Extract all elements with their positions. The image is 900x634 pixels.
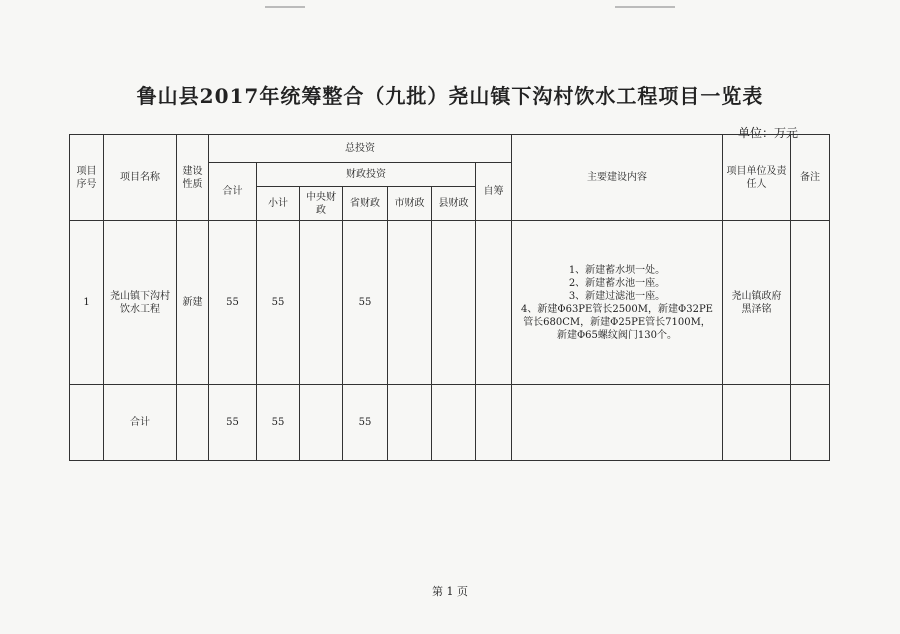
header-subtotal: 小计: [257, 187, 300, 221]
row-content: [512, 221, 723, 385]
summary-label: 合计: [104, 385, 177, 461]
scan-mark: [265, 6, 305, 8]
header-seq: 项目序号: [70, 135, 104, 221]
header-row-1: [70, 135, 830, 163]
row-nature: 新建: [177, 221, 209, 385]
header-total-investment: 总投资: [209, 135, 512, 163]
header-name: 项目名称: [104, 135, 177, 221]
header-provincial: 省财政: [343, 187, 388, 221]
table-row: [70, 221, 830, 385]
row-unit-person: 尧山镇政府 黑泽铭: [723, 221, 791, 385]
row-city: [388, 221, 432, 385]
summary-seq: [70, 385, 104, 461]
content-line: 管长680CM，新建Φ25PE管长7100M，: [523, 316, 711, 328]
header-city: 市财政: [388, 187, 432, 221]
header-unit-person: 项目单位及责任人: [723, 135, 791, 221]
row-central: [300, 221, 343, 385]
header-self-raised: 自筹: [476, 163, 512, 221]
summary-county: [432, 385, 476, 461]
summary-self-raised: [476, 385, 512, 461]
content-line: 1、新建蓄水坝一处。: [568, 264, 666, 276]
content-line: 3、新建过滤池一座。: [568, 290, 666, 302]
summary-unit-person: [723, 385, 791, 461]
page-title: 鲁山县2017年统筹整合（九批）尧山镇下沟村饮水工程项目一览表: [136, 84, 764, 108]
row-name: 尧山镇下沟村饮水工程: [104, 221, 177, 385]
header-fiscal: 财政投资: [257, 163, 476, 187]
summary-row: [70, 385, 830, 461]
header-county: 县财政: [432, 187, 476, 221]
summary-remark: [791, 385, 830, 461]
header-total: 合计: [209, 163, 257, 221]
summary-content: [512, 385, 723, 461]
summary-central: [300, 385, 343, 461]
page-number: 第 1 页: [432, 585, 468, 598]
summary-total: 55: [209, 385, 257, 461]
unit-label: 单位：万元: [738, 126, 799, 140]
project-table: [69, 134, 830, 461]
row-provincial: 55: [343, 221, 388, 385]
row-county: [432, 221, 476, 385]
row-self-raised: [476, 221, 512, 385]
scan-mark: [615, 6, 675, 8]
summary-provincial: 55: [343, 385, 388, 461]
header-nature: 建设性质: [177, 135, 209, 221]
summary-nature: [177, 385, 209, 461]
header-remark: 备注: [791, 135, 830, 221]
row-seq: 1: [70, 221, 104, 385]
row-total: 55: [209, 221, 257, 385]
header-content: 主要建设内容: [512, 135, 723, 221]
content-line: 2、新建蓄水池一座。: [568, 277, 666, 289]
summary-city: [388, 385, 432, 461]
row-subtotal: 55: [257, 221, 300, 385]
content-line: 4、新建Φ63PE管长2500M，新建Φ32PE: [521, 303, 713, 315]
header-central: 中央财政: [300, 187, 343, 221]
row-remark: [791, 221, 830, 385]
content-line: 新建Φ65螺纹阀门130个。: [556, 329, 677, 341]
summary-subtotal: 55: [257, 385, 300, 461]
